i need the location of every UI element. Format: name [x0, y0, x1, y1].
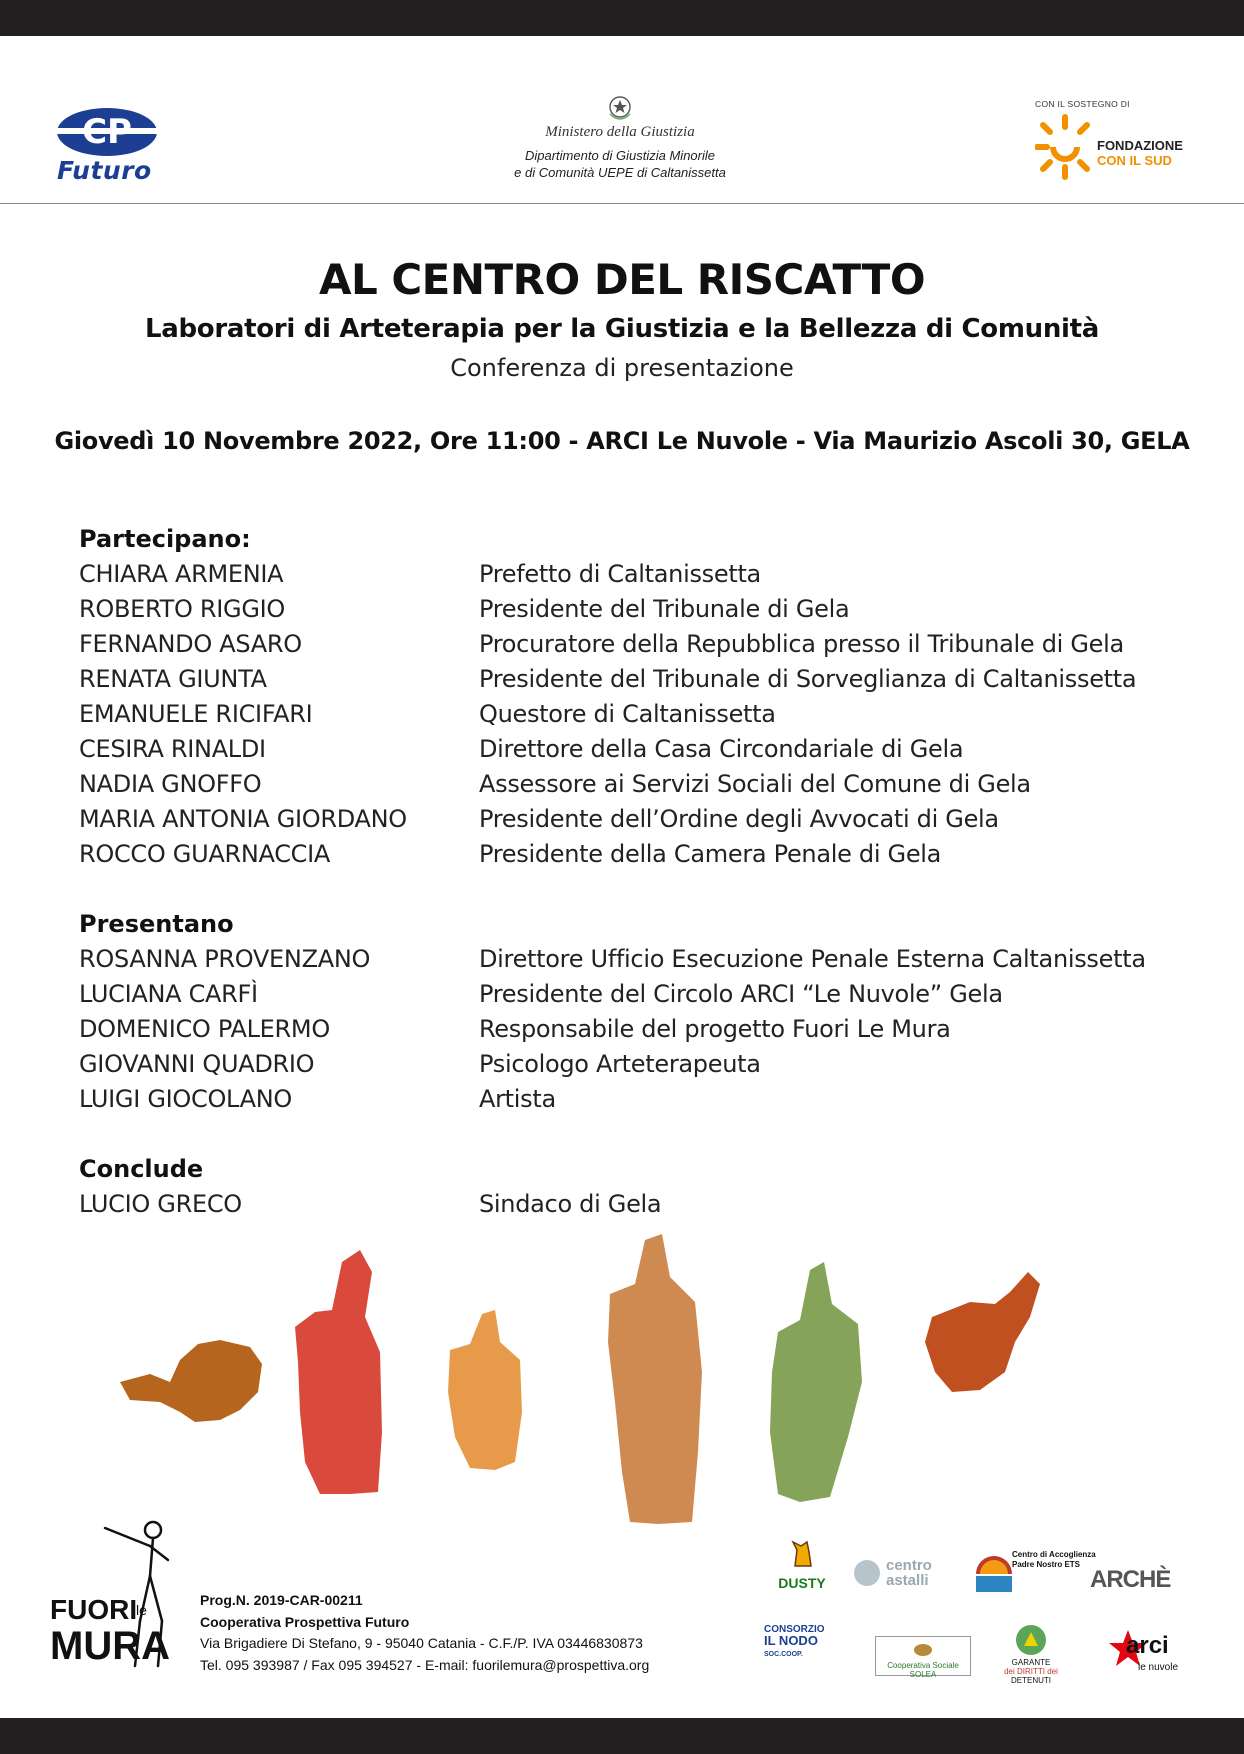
person-name: DOMENICO PALERMO [79, 1015, 330, 1043]
arci-subtext: le nuvole [1138, 1662, 1179, 1673]
il-nodo-logo [764, 1624, 844, 1660]
fondazione-line2: CON IL SUD [1097, 153, 1172, 168]
hand-2-icon [295, 1250, 382, 1494]
section-heading: Presentano [79, 910, 234, 938]
person-name: GIOVANNI QUADRIO [79, 1050, 315, 1078]
person-role: Responsabile del progetto Fuori Le Mura [479, 1015, 951, 1043]
person-role: Presidente del Tribunale di Gela [479, 595, 850, 623]
centro-astalli-line1: centro [886, 1557, 932, 1574]
person-row [79, 1012, 1179, 1047]
person-role: Procuratore della Repubblica presso il Tribunale di Gela [479, 630, 1124, 658]
page-subtitle: Laboratori di Arteterapia per la Giustizia e la Bellezza di Comunità [144, 314, 1100, 344]
person-row [79, 977, 1179, 1012]
organization-name: Cooperativa Prospettiva Futuro [200, 1613, 410, 1630]
person-name: NADIA GNOFFO [79, 770, 262, 798]
padre-nostro-line2: Padre Nostro ETS [1012, 1560, 1081, 1569]
person-row [79, 1047, 1179, 1082]
ministry-name: Ministero della Giustizia [545, 124, 695, 140]
hand-3-icon [448, 1310, 522, 1470]
person-name: FERNANDO ASARO [79, 630, 302, 658]
contacts-line: Tel. 095 393987 / Fax 095 394527 - E-mail: fuorilemura@prospettiva.org [200, 1656, 650, 1673]
person-role: Psicologo Arteterapeuta [479, 1050, 761, 1078]
il-nodo-line3: SOC.COOP. [764, 1651, 803, 1658]
garante-line3: DETENUTI [1011, 1676, 1051, 1685]
person-name: ROCCO GUARNACCIA [79, 840, 331, 868]
il-nodo-line1: CONSORZIO [764, 1624, 825, 1635]
person-row [79, 557, 1179, 592]
header-divider [0, 203, 1244, 204]
person-role: Presidente del Tribunale di Sorveglianza di Caltanissetta [479, 665, 1137, 693]
person-row [79, 1082, 1179, 1117]
padre-nostro-icon [972, 1544, 1016, 1594]
person-name: EMANUELE RICIFARI [79, 700, 313, 728]
fm-logo-mura: MURA [50, 1624, 170, 1668]
person-role: Presidente del Circolo ARCI “Le Nuvole” Gela [479, 980, 1003, 1008]
person-name: CESIRA RINALDI [79, 735, 266, 763]
cp-futuro-logo [55, 106, 165, 186]
solea-logo [875, 1636, 971, 1679]
bottom-bar [0, 1718, 1244, 1754]
ministry-dept-line1: Dipartimento di Giustizia Minorile [524, 148, 715, 163]
paper-hands-illustration [110, 1232, 1130, 1532]
person-role: Direttore della Casa Circondariale di Gela [479, 735, 964, 763]
section-heading: Partecipano: [79, 525, 251, 553]
contact-block [200, 1590, 649, 1676]
person-row [79, 1187, 1179, 1222]
person-role: Prefetto di Caltanissetta [479, 560, 761, 588]
person-name: MARIA ANTONIA GIORDANO [79, 805, 407, 833]
person-name: LUIGI GIOCOLANO [79, 1085, 293, 1113]
person-role: Presidente dell’Ordine degli Avvocati di Gela [479, 805, 999, 833]
svg-text:CP: CP [82, 112, 132, 152]
event-kind: Conferenza di presentazione [450, 354, 794, 382]
person-name: LUCIANA CARFÌ [79, 980, 258, 1008]
address-line: Via Brigadiere Di Stefano, 9 - 95040 Catania - C.F./P. IVA 03446830873 [200, 1635, 643, 1651]
person-row [79, 662, 1179, 697]
italian-emblem-icon [607, 94, 633, 122]
person-row [79, 592, 1179, 627]
padre-nostro-line1: Centro di Accoglienza [1012, 1550, 1096, 1559]
page-title: AL CENTRO DEL RISCATTO [318, 255, 926, 304]
arci-text: arci [1126, 1632, 1169, 1659]
person-name: RENATA GIUNTA [79, 665, 267, 693]
top-bar [0, 0, 1244, 36]
project-number: Prog.N. 2019-CAR-00211 [200, 1592, 363, 1608]
person-role: Sindaco di Gela [479, 1190, 662, 1218]
garante-icon [1014, 1624, 1048, 1656]
person-role: Presidente della Camera Penale di Gela [479, 840, 942, 868]
person-row [79, 802, 1179, 837]
person-row [79, 732, 1179, 767]
section-presentano [79, 907, 1179, 1117]
turtle-icon [912, 1641, 934, 1657]
hand-5-icon [770, 1262, 862, 1502]
person-name: CHIARA ARMENIA [79, 560, 284, 588]
solea-text: Cooperativa Sociale SOLEA [887, 1661, 959, 1679]
person-name: ROBERTO RIGGIO [79, 595, 286, 623]
person-role: Assessore ai Servizi Sociali del Comune di Gela [479, 770, 1031, 798]
dusty-text: DUSTY [778, 1575, 826, 1591]
person-row [79, 942, 1179, 977]
arche-logo: ARCHÈ [1090, 1566, 1171, 1593]
cp-logo-text: Futuro [57, 156, 152, 185]
section-conclude [79, 1152, 1179, 1222]
person-role: Artista [479, 1085, 556, 1113]
fm-logo-le: le [136, 1602, 147, 1618]
garante-line1: GARANTE [1011, 1658, 1051, 1667]
event-details: Giovedì 10 Novembre 2022, Ore 11:00 - ARCI Le Nuvole - Via Maurizio Ascoli 30, GELA [54, 427, 1190, 455]
dog-icon [787, 1536, 817, 1570]
centro-astalli-icon [852, 1558, 882, 1588]
person-row [79, 767, 1179, 802]
ministry-logo [470, 94, 770, 181]
partner-logos [760, 1532, 1210, 1685]
fm-logo-fuori: FUORI [50, 1594, 138, 1625]
cp-ellipse-icon [55, 106, 165, 158]
section-partecipano [79, 522, 1179, 872]
person-name: ROSANNA PROVENZANO [79, 945, 371, 973]
section-heading: Conclude [79, 1155, 204, 1183]
person-role: Questore di Caltanissetta [479, 700, 776, 728]
ministry-dept-line2: e di Comunità UEPE di Caltanissetta [514, 165, 726, 180]
person-row [79, 697, 1179, 732]
garante-logo [996, 1624, 1066, 1685]
fondazione-line1: FONDAZIONE [1097, 138, 1183, 153]
il-nodo-line2: IL NODO [764, 1633, 818, 1648]
centro-astalli-line2: astalli [886, 1572, 929, 1589]
person-row [79, 627, 1179, 662]
hand-6-icon [925, 1272, 1040, 1392]
fuori-le-mura-logo [50, 1516, 190, 1676]
person-name: LUCIO GRECO [79, 1190, 242, 1218]
fondazione-con-il-sud-logo [1035, 99, 1205, 189]
fondazione-support-text: CON IL SOSTEGNO DI [1035, 99, 1130, 109]
garante-line2: dei DIRITTI dei [1004, 1667, 1058, 1676]
hand-1-icon [120, 1340, 262, 1422]
dusty-logo [772, 1536, 832, 1591]
person-row [79, 837, 1179, 872]
hand-4-icon [608, 1234, 702, 1524]
person-role: Direttore Ufficio Esecuzione Penale Esterna Caltanissetta [479, 945, 1146, 973]
